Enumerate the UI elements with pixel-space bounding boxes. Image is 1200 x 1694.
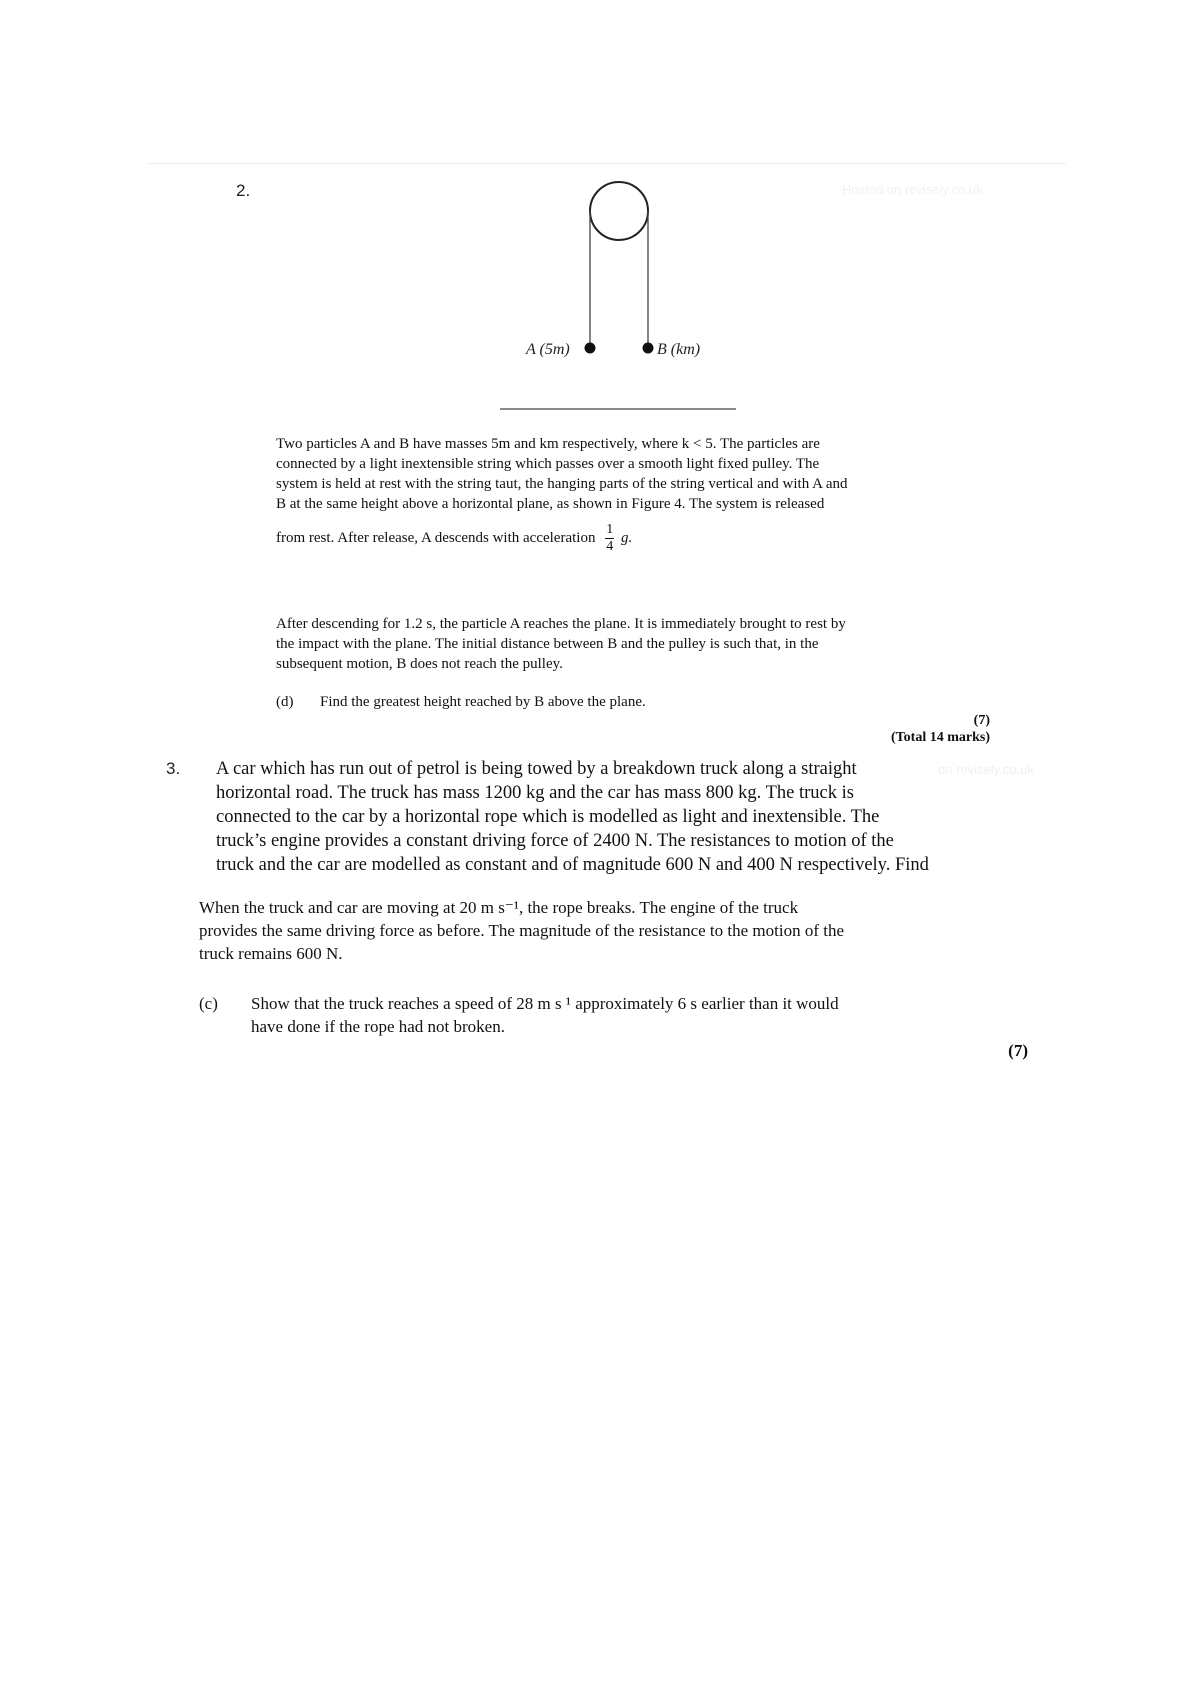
watermark-top: Hosted on revisely.co.uk xyxy=(842,182,983,197)
q2-p2-line1: After descending for 1.2 s, the particle A reaches the plane. It is immediately brought to rest by xyxy=(276,616,846,632)
q3-part-c-text xyxy=(251,992,1011,1038)
q3-p2-line3: truck remains 600 N. xyxy=(199,944,343,963)
q2-marks: (7) xyxy=(973,713,990,728)
q2-p1-line5-g: g. xyxy=(620,529,633,546)
q2-p1-line5 xyxy=(276,522,956,555)
q2-part-d-text: Find the greatest height reached by B above the plane. xyxy=(320,694,646,710)
question-number-3: 3. xyxy=(166,759,181,778)
q2-p1-line5-text: from rest. After release, A descends with acceleration xyxy=(276,529,596,546)
q3-marks: (7) xyxy=(1008,1041,1028,1060)
q2-p2-line2: the impact with the plane. The initial distance between B and the pulley is such that, in the xyxy=(276,636,819,652)
q3-p1-line1: A car which has run out of petrol is being towed by a breakdown truck along a straight xyxy=(216,759,857,779)
q2-p1-line2: connected by a light inextensible string which passes over a smooth light fixed pulley. The xyxy=(276,456,820,472)
fraction-denominator: 4 xyxy=(606,539,614,554)
q3-p2-line1: When the truck and car are moving at 20 m s⁻¹, the rope breaks. The engine of the truck xyxy=(199,898,799,917)
label-particle-b: B (km) xyxy=(657,341,701,358)
q3-paragraph-2 xyxy=(199,896,999,965)
fraction-one-quarter xyxy=(605,522,614,555)
q3-p1-line2: horizontal road. The truck has mass 1200 kg and the car has mass 800 kg. The truck is xyxy=(216,783,854,803)
q3-p1-line5: truck and the car are modelled as constant and of magnitude 600 N and 400 N respectively. Find xyxy=(216,855,929,875)
q2-p1-line1: Two particles A and B have masses 5m and km respectively, where k < 5. The particles are xyxy=(276,436,820,452)
q3-p1-line4: truck’s engine provides a constant driving force of 2400 N. The resistances to motion of the xyxy=(216,831,894,851)
q3-p2-line2: provides the same driving force as before. The magnitude of the resistance to the motion of the xyxy=(199,921,845,940)
particle-b xyxy=(643,343,654,354)
q3-p1-line3: connected to the car by a horizontal rope which is modelled as light and inextensible. The xyxy=(216,807,880,827)
pulley-circle xyxy=(590,182,648,240)
watermark-partial: on revisely.co.uk xyxy=(938,762,1034,777)
q2-paragraph-1 xyxy=(276,434,956,555)
q3-part-c-label: (c) xyxy=(199,994,218,1013)
top-divider xyxy=(148,163,1066,164)
q3-paragraph-1 xyxy=(216,757,1046,877)
q2-p2-line3: subsequent motion, B does not reach the pulley. xyxy=(276,656,563,672)
particle-a xyxy=(585,343,596,354)
q3-part-c-line2: have done if the rope had not broken. xyxy=(251,1017,505,1036)
fraction-numerator: 1 xyxy=(606,522,614,537)
q2-total-marks: (Total 14 marks) xyxy=(890,730,990,745)
q2-part-d-label: (d) xyxy=(276,694,294,710)
q2-p1-line3: system is held at rest with the string taut, the hanging parts of the string vertical and with A and xyxy=(276,476,848,492)
q2-p1-line4: B at the same height above a horizontal plane, as shown in Figure 4. The system is released xyxy=(276,496,825,512)
q2-paragraph-2 xyxy=(276,614,956,674)
label-particle-a: A (5m) xyxy=(526,341,570,358)
pulley-diagram xyxy=(500,178,740,418)
question-number-2: 2. xyxy=(236,181,251,200)
q3-part-c-line1: Show that the truck reaches a speed of 28 m s ¹ approximately 6 s earlier than it would xyxy=(251,994,839,1013)
